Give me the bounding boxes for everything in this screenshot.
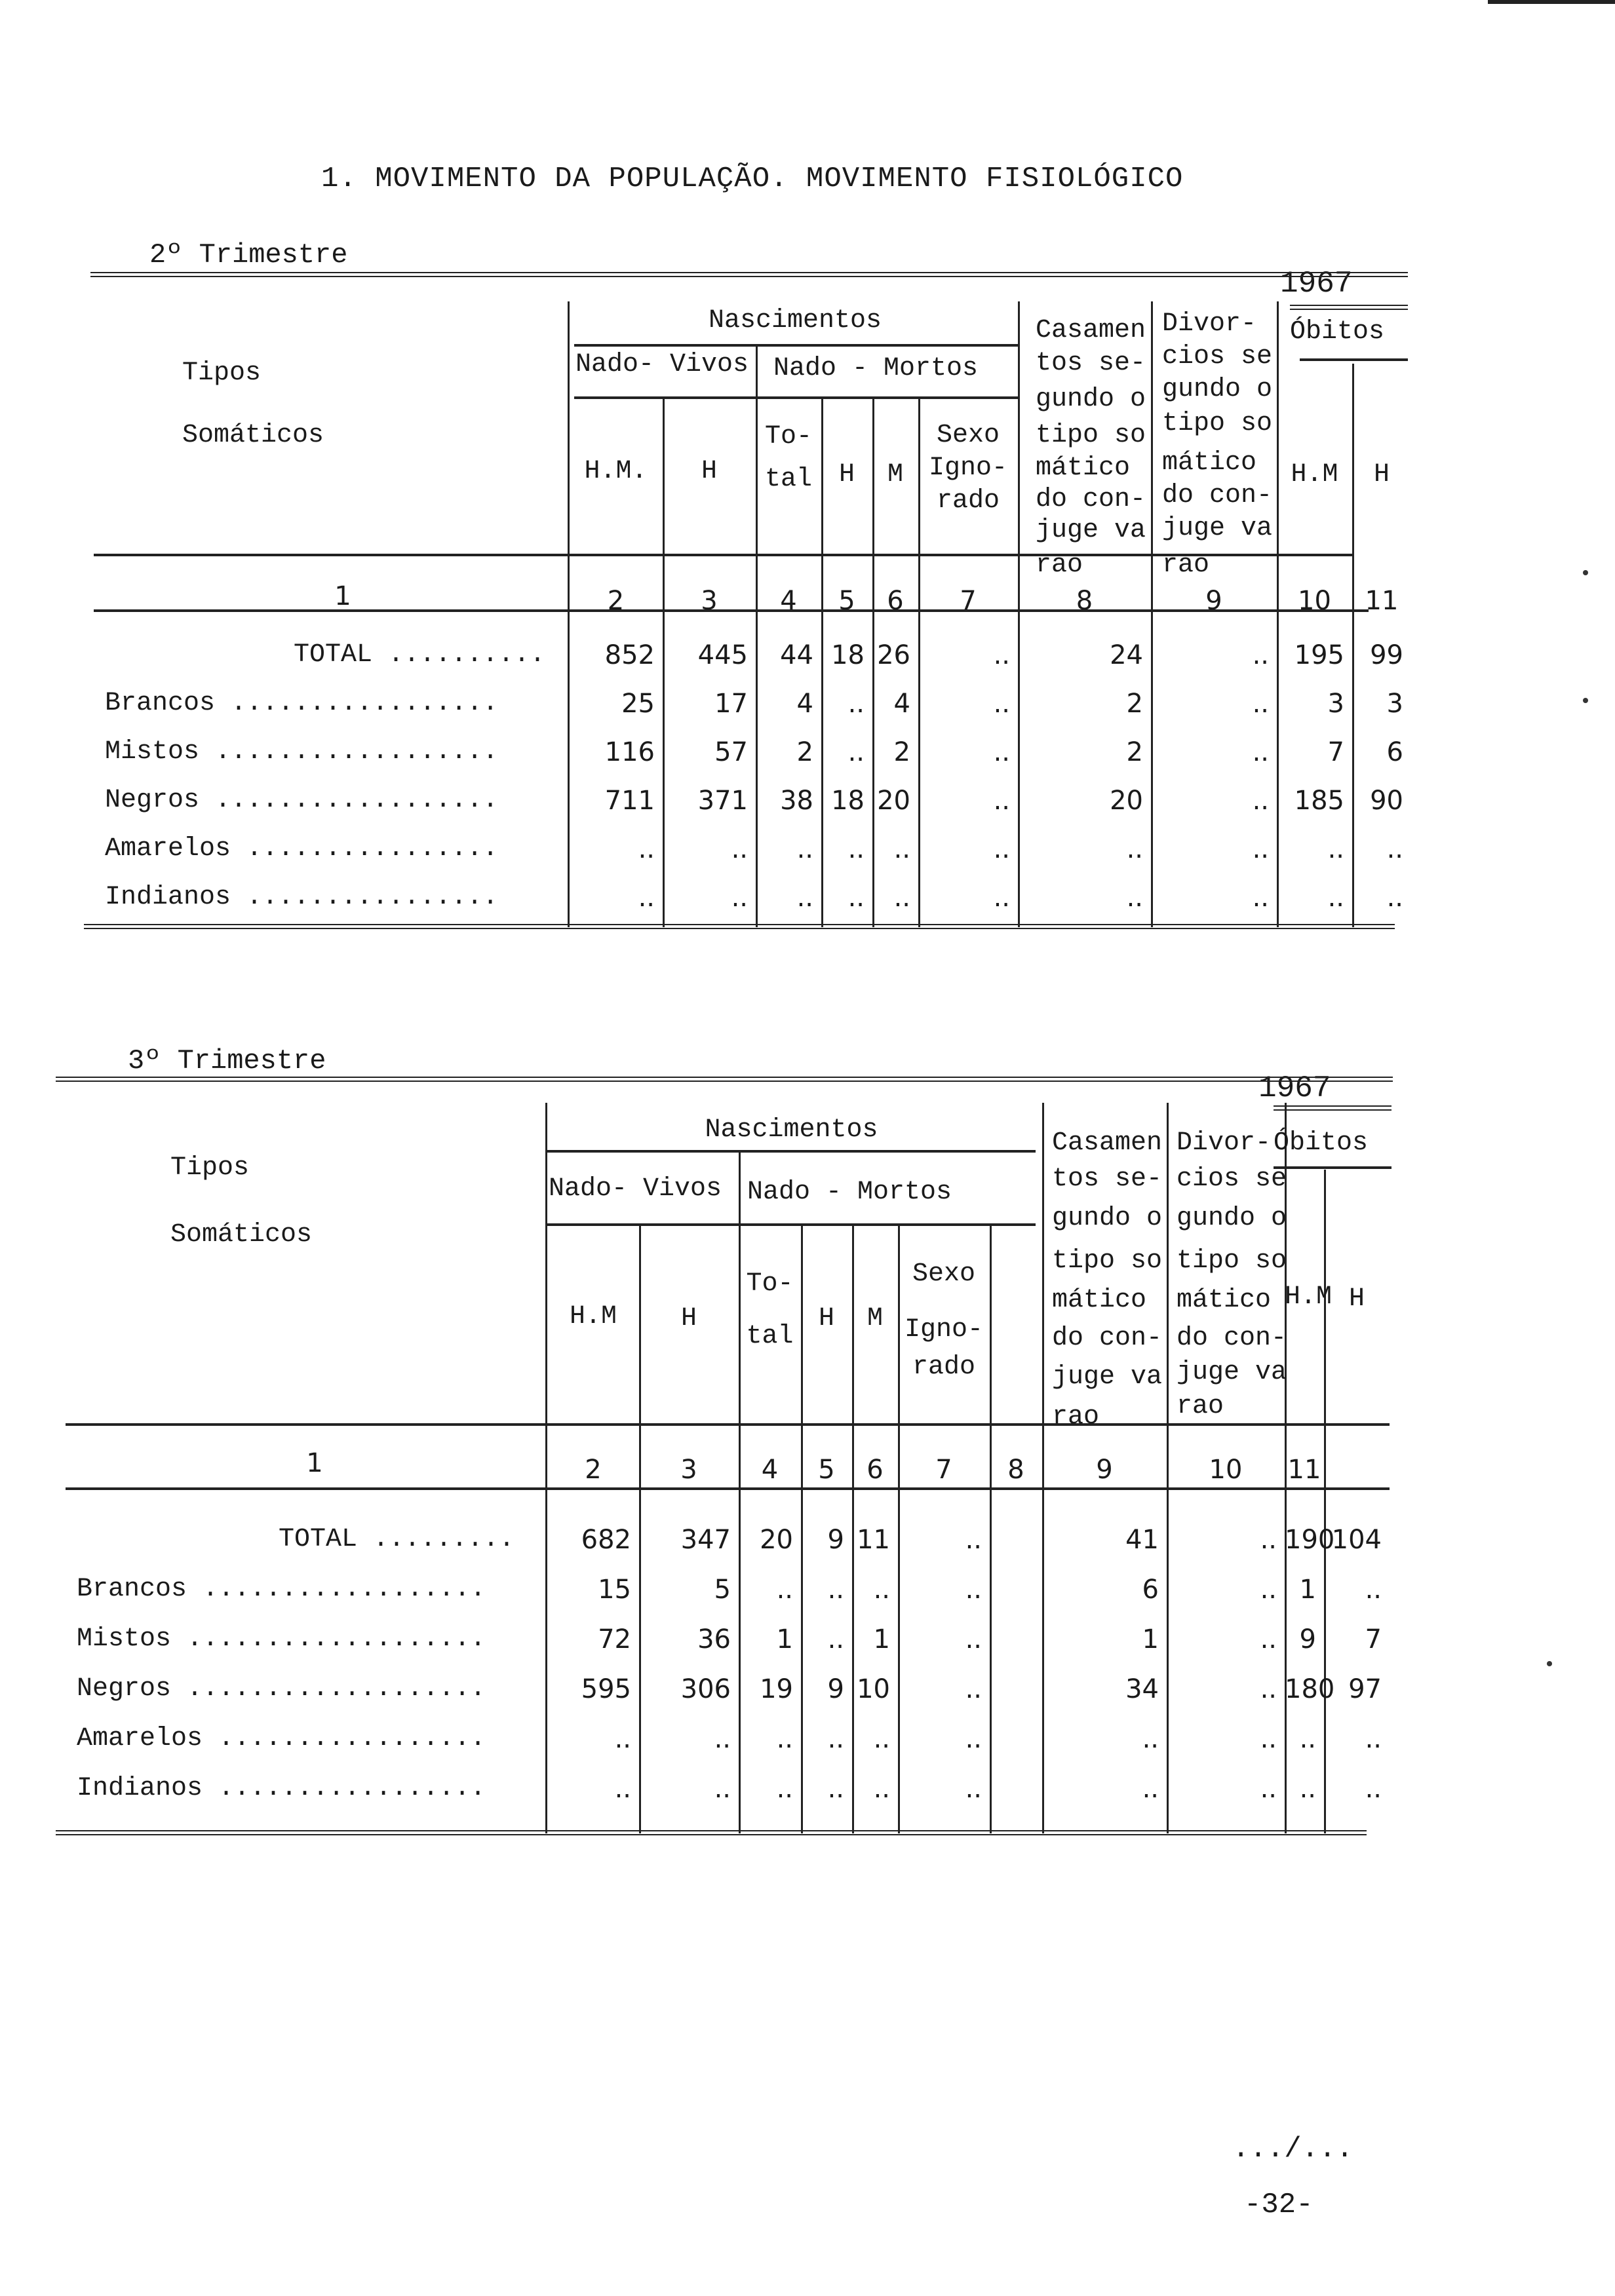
table-cell: 2 [893, 737, 910, 767]
header-divorcios: tipo so [1162, 409, 1273, 438]
table-cell: 90 [1370, 786, 1403, 816]
table-cell: 11 [857, 1525, 890, 1555]
table-cell: 852 [604, 640, 655, 670]
table-cell: 190 [1285, 1525, 1335, 1555]
table-cell: 15 [598, 1575, 631, 1605]
rule-bottom [56, 1830, 1367, 1835]
row-label: Mistos ................... [77, 1624, 486, 1654]
rule-nascimentos [547, 1150, 1036, 1153]
row-label: Negros .................. [105, 786, 499, 815]
column-number: 3 [701, 586, 718, 616]
table-cell: 57 [714, 737, 748, 767]
header-h: H [838, 460, 855, 489]
header-total: To- [746, 1269, 794, 1299]
table-cell: 9 [1299, 1624, 1316, 1655]
column-number: 6 [887, 586, 904, 616]
table-cell: 9 [827, 1525, 844, 1555]
header-divorcios: tipo so [1177, 1246, 1287, 1276]
table-cell: .. [1252, 786, 1269, 816]
header-nado-vivos: Nado- Vivos [575, 350, 749, 379]
rule-top-right [1274, 1105, 1391, 1111]
table-cell: .. [1260, 1724, 1277, 1754]
column-number: 2 [585, 1455, 602, 1485]
rule-obitos [1274, 1166, 1391, 1169]
table-cell: .. [965, 1724, 982, 1754]
row-label: TOTAL .......... [294, 640, 546, 670]
table-cell: 2 [796, 737, 813, 767]
year-label: 1967 [1258, 1071, 1331, 1105]
table-q3 [56, 1045, 1396, 1877]
header-divorcios: do con- [1162, 481, 1273, 510]
table-cell: 17 [714, 689, 748, 719]
table-cell: .. [873, 1774, 890, 1804]
table-cell: .. [1260, 1624, 1277, 1655]
column-number: 2 [607, 586, 625, 616]
header-nado-mortos: Nado - Mortos [773, 354, 979, 383]
rule-colnum-bottom [66, 1487, 1390, 1490]
column-number: 3 [680, 1455, 697, 1485]
table-cell: .. [847, 834, 865, 864]
table-cell: 10 [857, 1674, 890, 1704]
table-cell: .. [965, 1525, 982, 1555]
column-number: 9 [1096, 1455, 1113, 1485]
table-cell: .. [796, 834, 813, 864]
table-cell: 2 [1126, 737, 1143, 767]
column-number: 9 [1205, 586, 1222, 616]
table-cell: 306 [680, 1674, 731, 1704]
table-cell: .. [1126, 834, 1143, 864]
table-cell: .. [1386, 883, 1403, 913]
column-number: 6 [866, 1455, 884, 1485]
quarter-label: 3º Trimestre [128, 1045, 326, 1077]
table-cell: 595 [581, 1674, 631, 1704]
table-cell: .. [847, 883, 865, 913]
header-casamentos: juge va [1036, 516, 1146, 545]
table-cell: 1 [1142, 1624, 1159, 1655]
header-m: M [887, 460, 903, 489]
header-h: H [818, 1304, 834, 1333]
continuation-mark: .../... [1232, 2133, 1353, 2166]
header-casamentos: Casamen [1052, 1128, 1163, 1158]
table-cell: .. [638, 834, 655, 864]
page-number: -32- [1244, 2189, 1313, 2221]
row-label: Amarelos ................. [77, 1724, 486, 1753]
rule-nado [574, 396, 1020, 399]
header-divorcios: mático [1162, 448, 1257, 478]
table-cell: .. [1365, 1575, 1382, 1605]
header-tipos: Tipos [170, 1153, 250, 1183]
rule-obitos [1300, 358, 1408, 361]
table-cell: .. [776, 1575, 793, 1605]
header-casamentos: gundo o [1036, 385, 1146, 414]
table-cell: .. [731, 883, 748, 913]
header-total: tal [746, 1322, 794, 1351]
table-cell: .. [1386, 834, 1403, 864]
table-cell: .. [1142, 1774, 1159, 1804]
col-divider [1018, 301, 1020, 927]
header-nascimentos: Nascimentos [705, 1115, 878, 1145]
header-casamentos: mático [1036, 453, 1131, 483]
header-casamentos: rao [1036, 550, 1083, 580]
table-cell: .. [776, 1724, 793, 1754]
table-cell: 5 [714, 1575, 731, 1605]
table-cell: .. [1365, 1724, 1382, 1754]
table-cell: 1 [1299, 1575, 1316, 1605]
rule-top [56, 1077, 1393, 1082]
header-casamentos: tipo so [1052, 1246, 1163, 1276]
scan-speck [1547, 1661, 1552, 1666]
table-cell: 20 [1110, 786, 1143, 816]
scan-speck [1583, 570, 1588, 575]
header-sexo: Sexo [936, 421, 1000, 450]
row-label: Mistos .................. [105, 737, 499, 767]
header-nado-vivos: Nado- Vivos [549, 1174, 722, 1204]
rule-bottom [84, 924, 1395, 929]
header-divorcios: rao [1177, 1392, 1224, 1421]
header-nado-mortos: Nado - Mortos [747, 1177, 952, 1207]
column-number: 11 [1287, 1455, 1321, 1485]
table-cell: .. [1252, 689, 1269, 719]
header-sexo: Igno- [928, 453, 1008, 483]
table-cell: .. [847, 689, 865, 719]
page-edge-mark [1488, 0, 1615, 4]
header-obitos-h: H [1348, 1284, 1365, 1314]
table-cell: 116 [604, 737, 655, 767]
header-casamentos: tos se- [1036, 349, 1146, 378]
table-cell: .. [714, 1724, 731, 1754]
header-divorcios: juge va [1177, 1358, 1287, 1387]
row-label: Amarelos ................ [105, 834, 499, 864]
table-cell: 7 [1327, 737, 1344, 767]
table-cell: 1 [776, 1624, 793, 1655]
table-cell: .. [827, 1575, 844, 1605]
col-divider [1277, 301, 1279, 927]
column-number: 1 [334, 581, 351, 611]
column-number: 10 [1298, 586, 1331, 616]
table-cell: .. [965, 1674, 982, 1704]
row-label: Brancos .................. [77, 1575, 486, 1604]
table-cell: .. [1142, 1724, 1159, 1754]
header-casamentos: Casamen [1036, 316, 1146, 345]
table-cell: 3 [1386, 689, 1403, 719]
table-cell: 20 [760, 1525, 793, 1555]
column-number: 7 [935, 1455, 952, 1485]
row-label: Brancos ................. [105, 689, 499, 718]
column-number: 8 [1076, 586, 1093, 616]
table-cell: 711 [604, 786, 655, 816]
table-cell: 6 [1386, 737, 1403, 767]
table-cell: 41 [1125, 1525, 1159, 1555]
header-obitos-h: H [1373, 460, 1390, 489]
col-divider [1151, 301, 1153, 927]
header-total: tal [764, 465, 812, 494]
table-cell: 2 [1126, 689, 1143, 719]
header-divorcios: cios se [1177, 1164, 1287, 1194]
table-cell: 44 [780, 640, 813, 670]
table-cell: .. [993, 786, 1010, 816]
table-cell: 99 [1370, 640, 1403, 670]
rule-nado [547, 1223, 1036, 1226]
header-total: To- [764, 422, 812, 451]
table-cell: 104 [1331, 1525, 1382, 1555]
column-number: 5 [838, 586, 855, 616]
table-cell: .. [873, 1575, 890, 1605]
table-cell: 72 [598, 1624, 631, 1655]
header-divorcios: mático [1177, 1286, 1272, 1315]
header-obitos: Óbitos [1290, 317, 1385, 347]
table-cell: .. [993, 834, 1010, 864]
table-cell: 445 [697, 640, 748, 670]
table-cell: .. [1327, 883, 1344, 913]
table-cell: 19 [760, 1674, 793, 1704]
header-divorcios: rao [1162, 550, 1210, 580]
table-cell: .. [1327, 834, 1344, 864]
header-casamentos: do con- [1052, 1324, 1163, 1353]
table-cell: 185 [1294, 786, 1344, 816]
scan-speck [1583, 698, 1588, 703]
header-divorcios: gundo o [1177, 1204, 1287, 1233]
col-divider [990, 1223, 992, 1833]
table-cell: .. [847, 737, 865, 767]
header-obitos-hm: H.M [1291, 460, 1338, 489]
table-cell: .. [1252, 737, 1269, 767]
table-cell: .. [1299, 1774, 1316, 1804]
table-cell: 18 [831, 640, 865, 670]
table-cell: .. [965, 1774, 982, 1804]
header-sexo: rado [912, 1352, 975, 1382]
row-label: TOTAL ......... [279, 1525, 515, 1554]
header-casamentos: tos se- [1052, 1164, 1163, 1194]
table-cell: .. [776, 1774, 793, 1804]
header-tipos: Tipos [182, 358, 262, 388]
table-cell: 195 [1294, 640, 1344, 670]
table-cell: 36 [697, 1624, 731, 1655]
table-cell: .. [1365, 1774, 1382, 1804]
header-casamentos: tipo so [1036, 421, 1146, 450]
header-casamentos: do con- [1036, 485, 1146, 514]
table-cell: .. [965, 1575, 982, 1605]
header-divorcios: Divor- [1162, 309, 1257, 339]
rule-top [90, 272, 1408, 277]
header-m: M [866, 1304, 883, 1333]
table-cell: .. [1252, 640, 1269, 670]
table-cell: 34 [1125, 1674, 1159, 1704]
table-cell: 20 [877, 786, 910, 816]
table-q2 [84, 239, 1421, 973]
rule-nascimentos [574, 344, 1020, 347]
col-divider [568, 301, 570, 927]
column-number: 11 [1365, 586, 1399, 616]
quarter-label: 2º Trimestre [149, 239, 348, 271]
table-cell: .. [893, 834, 910, 864]
row-label: Indianos ................. [77, 1774, 486, 1803]
header-casamentos: mático [1052, 1286, 1147, 1315]
table-cell: .. [1252, 834, 1269, 864]
table-cell: 26 [877, 640, 910, 670]
table-cell: 24 [1110, 640, 1143, 670]
page-title: 1. MOVIMENTO DA POPULAÇÃO. MOVIMENTO FISIOLÓGICO [321, 163, 1184, 195]
table-cell: 371 [697, 786, 748, 816]
header-h: H [680, 1304, 697, 1333]
table-cell: 347 [680, 1525, 731, 1555]
table-cell: .. [1252, 883, 1269, 913]
column-number: 10 [1209, 1455, 1243, 1485]
table-cell: .. [893, 883, 910, 913]
table-cell: .. [731, 834, 748, 864]
table-cell: .. [993, 883, 1010, 913]
header-divorcios: do con- [1177, 1324, 1287, 1353]
header-casamentos: rao [1052, 1402, 1100, 1432]
rule-top-right [1290, 305, 1408, 310]
table-cell: .. [993, 640, 1010, 670]
table-cell: .. [993, 689, 1010, 719]
header-sexo: Igno- [904, 1315, 984, 1345]
header-divorcios: gundo o [1162, 375, 1273, 404]
table-cell: .. [827, 1624, 844, 1655]
table-cell: .. [614, 1724, 631, 1754]
table-cell: 7 [1365, 1624, 1382, 1655]
table-cell: 9 [827, 1674, 844, 1704]
header-somaticos: Somáticos [182, 421, 324, 450]
table-cell: 1 [873, 1624, 890, 1655]
row-label: Negros ................... [77, 1674, 486, 1704]
column-number: 4 [780, 586, 797, 616]
header-obitos-hm: H.M [1285, 1282, 1333, 1312]
table-cell: .. [827, 1724, 844, 1754]
table-cell: .. [614, 1774, 631, 1804]
header-hm: H.M [569, 1302, 617, 1331]
table-cell: .. [873, 1724, 890, 1754]
table-cell: .. [827, 1774, 844, 1804]
column-number: 5 [818, 1455, 835, 1485]
row-label: Indianos ................ [105, 883, 499, 912]
column-number: 4 [761, 1455, 779, 1485]
table-cell: .. [1260, 1674, 1277, 1704]
table-cell: .. [1126, 883, 1143, 913]
table-cell: .. [638, 883, 655, 913]
column-number: 8 [1007, 1455, 1024, 1485]
table-cell: 25 [621, 689, 655, 719]
table-cell: .. [796, 883, 813, 913]
table-cell: .. [1260, 1774, 1277, 1804]
header-casamentos: juge va [1052, 1362, 1163, 1392]
table-cell: 180 [1285, 1674, 1335, 1704]
table-cell: 97 [1348, 1674, 1382, 1704]
table-cell: 6 [1142, 1575, 1159, 1605]
column-number: 1 [306, 1448, 323, 1478]
table-cell: 682 [581, 1525, 631, 1555]
header-somaticos: Somáticos [170, 1220, 313, 1250]
header-hm: H.M. [584, 457, 648, 486]
header-obitos: Óbitos [1274, 1128, 1369, 1158]
table-cell: .. [1260, 1525, 1277, 1555]
rule-header-bottom [66, 1423, 1390, 1426]
header-divorcios: Divor- [1177, 1128, 1272, 1158]
table-cell: 4 [893, 689, 910, 719]
header-sexo: Sexo [912, 1259, 975, 1289]
table-cell: 4 [796, 689, 813, 719]
column-number: 7 [960, 586, 977, 616]
year-label: 1967 [1280, 267, 1353, 301]
header-h: H [701, 457, 717, 486]
header-sexo: rado [936, 486, 1000, 516]
table-cell: .. [965, 1624, 982, 1655]
header-divorcios: juge va [1162, 514, 1273, 543]
table-cell: .. [714, 1774, 731, 1804]
table-cell: 18 [831, 786, 865, 816]
table-cell: .. [993, 737, 1010, 767]
header-nascimentos: Nascimentos [708, 306, 882, 335]
table-cell: .. [1260, 1575, 1277, 1605]
table-cell: 38 [780, 786, 813, 816]
table-cell: .. [1299, 1724, 1316, 1754]
table-cell: 3 [1327, 689, 1344, 719]
header-divorcios: cios se [1162, 342, 1273, 372]
header-casamentos: gundo o [1052, 1204, 1163, 1233]
